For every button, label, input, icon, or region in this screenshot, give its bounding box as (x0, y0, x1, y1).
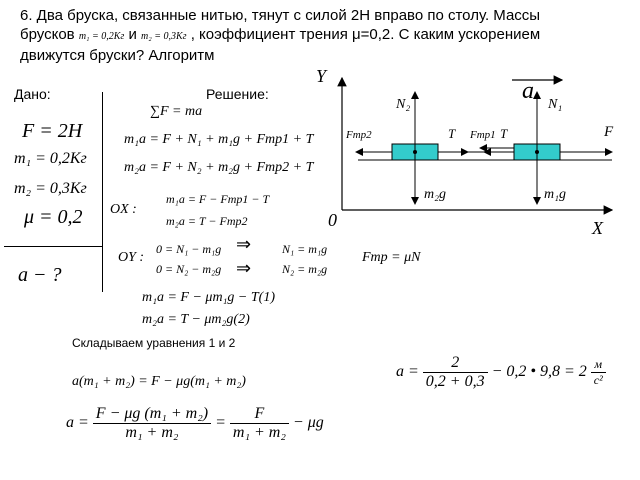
summed-equation: a(m₁ + m₂) = F − μg(m₁ + m₂) (72, 374, 246, 389)
oy-eq-1: 0 = N₁ − m₁g (156, 242, 222, 256)
system-eq-2: m₂a = T − μm₂g(2) (142, 312, 250, 327)
ox-eq-2: m₂a = T − Fтр2 (166, 214, 248, 228)
given-divider-horizontal (4, 246, 102, 247)
solution-title: Решение: (206, 86, 269, 102)
final-fraction-2 (230, 405, 289, 442)
task-m1-inline: m₁ = 0,2Кг (78, 31, 125, 42)
newton-second-law: ∑F = ma (150, 104, 203, 119)
ftr2-label: Fтр2 (346, 129, 372, 141)
task-line-2-end: , коэффициент трения μ=0,2. С каким ускорением (190, 26, 541, 43)
vector-eq-m1: m₁a = F + N₁ + m₁g + Fтр1 + T (124, 132, 314, 147)
m1g-label: m₁g (544, 187, 566, 202)
normal-force-2: N₂ = m₂g (282, 262, 328, 276)
task-and: и (128, 26, 137, 43)
final-numerator-1: F − μg (m₁ + m₂) (95, 405, 209, 422)
numeric-result (396, 354, 606, 391)
task-line-1: 6. Два бруска, связанные нитью, тянут с силой 2Н вправо по столу. Массы (20, 7, 541, 24)
combine-instruction: Складываем уравнения 1 и 2 (72, 336, 236, 350)
oy-eq-2: 0 = N₂ − m₂g (156, 262, 222, 276)
given-m2: m₂ = 0,3Кг (14, 180, 87, 197)
given-force: F = 2H (22, 120, 83, 142)
m2g-label: m₂g (424, 187, 446, 202)
oy-label: OY : (118, 250, 145, 265)
task-line-2 (20, 25, 630, 46)
given-divider-vertical (102, 92, 103, 292)
acceleration-label: a (522, 78, 534, 104)
normal-force-1: N₁ = m₁g (282, 242, 328, 256)
given-mu: μ = 0,2 (24, 206, 83, 228)
system-eq-1: m₁a = F − μm₁g − T(1) (142, 290, 275, 305)
final-denominator-2: m₁ + m₂ (230, 423, 289, 442)
given-title: Дано: (14, 86, 51, 102)
final-equals: = (215, 414, 226, 432)
final-denominator-1: m₁ + m₂ (93, 423, 211, 442)
final-fraction-1 (93, 405, 211, 442)
final-tail: − μg (292, 414, 324, 432)
final-lhs: a = (66, 414, 89, 432)
tension-left-label: T (448, 126, 456, 141)
unit-denominator: с² (591, 372, 606, 388)
final-numerator-2: F (254, 405, 265, 422)
n1-label: N₁ (548, 97, 563, 112)
origin-label: 0 (328, 210, 337, 230)
implies-arrow-1: ⇒ (236, 234, 252, 254)
implies-arrow-2: ⇒ (236, 258, 252, 278)
numeric-middle: − 0,2 • 9,8 = 2 (491, 363, 587, 381)
applied-force-label: F (604, 124, 614, 140)
numeric-numerator: 2 (451, 354, 460, 371)
numeric-fraction (423, 354, 488, 391)
task-line-3: движутся бруски? Алгоритм (20, 47, 215, 64)
force-diagram (312, 64, 636, 244)
tension-right-label: T (500, 126, 508, 141)
n2-label: N₂ (396, 97, 411, 112)
numeric-denominator: 0,2 + 0,3 (423, 372, 488, 391)
ox-eq-1: m₁a = F − Fтр1 − T (166, 192, 270, 206)
unit-numerator: м (594, 357, 603, 371)
task-line-2-start: брусков (20, 26, 75, 43)
x-axis-label: X (592, 218, 603, 238)
ftr1-label: Fтр1 (470, 129, 496, 141)
given-m1: m₁ = 0,2Кг (14, 150, 87, 167)
ox-label: OX : (110, 202, 137, 217)
unit-fraction (591, 357, 606, 388)
vector-eq-m2: m₂a = F + N₂ + m₂g + Fтр2 + T (124, 160, 314, 175)
task-m2-inline: m₂ = 0,3Кг (141, 31, 187, 42)
final-formula (66, 405, 324, 442)
task-statement (20, 6, 630, 65)
friction-formula: Fтр = μN (362, 250, 421, 265)
numeric-lhs: a = (396, 363, 419, 381)
y-axis-label: Y (316, 66, 327, 86)
given-find: a − ? (18, 264, 62, 286)
